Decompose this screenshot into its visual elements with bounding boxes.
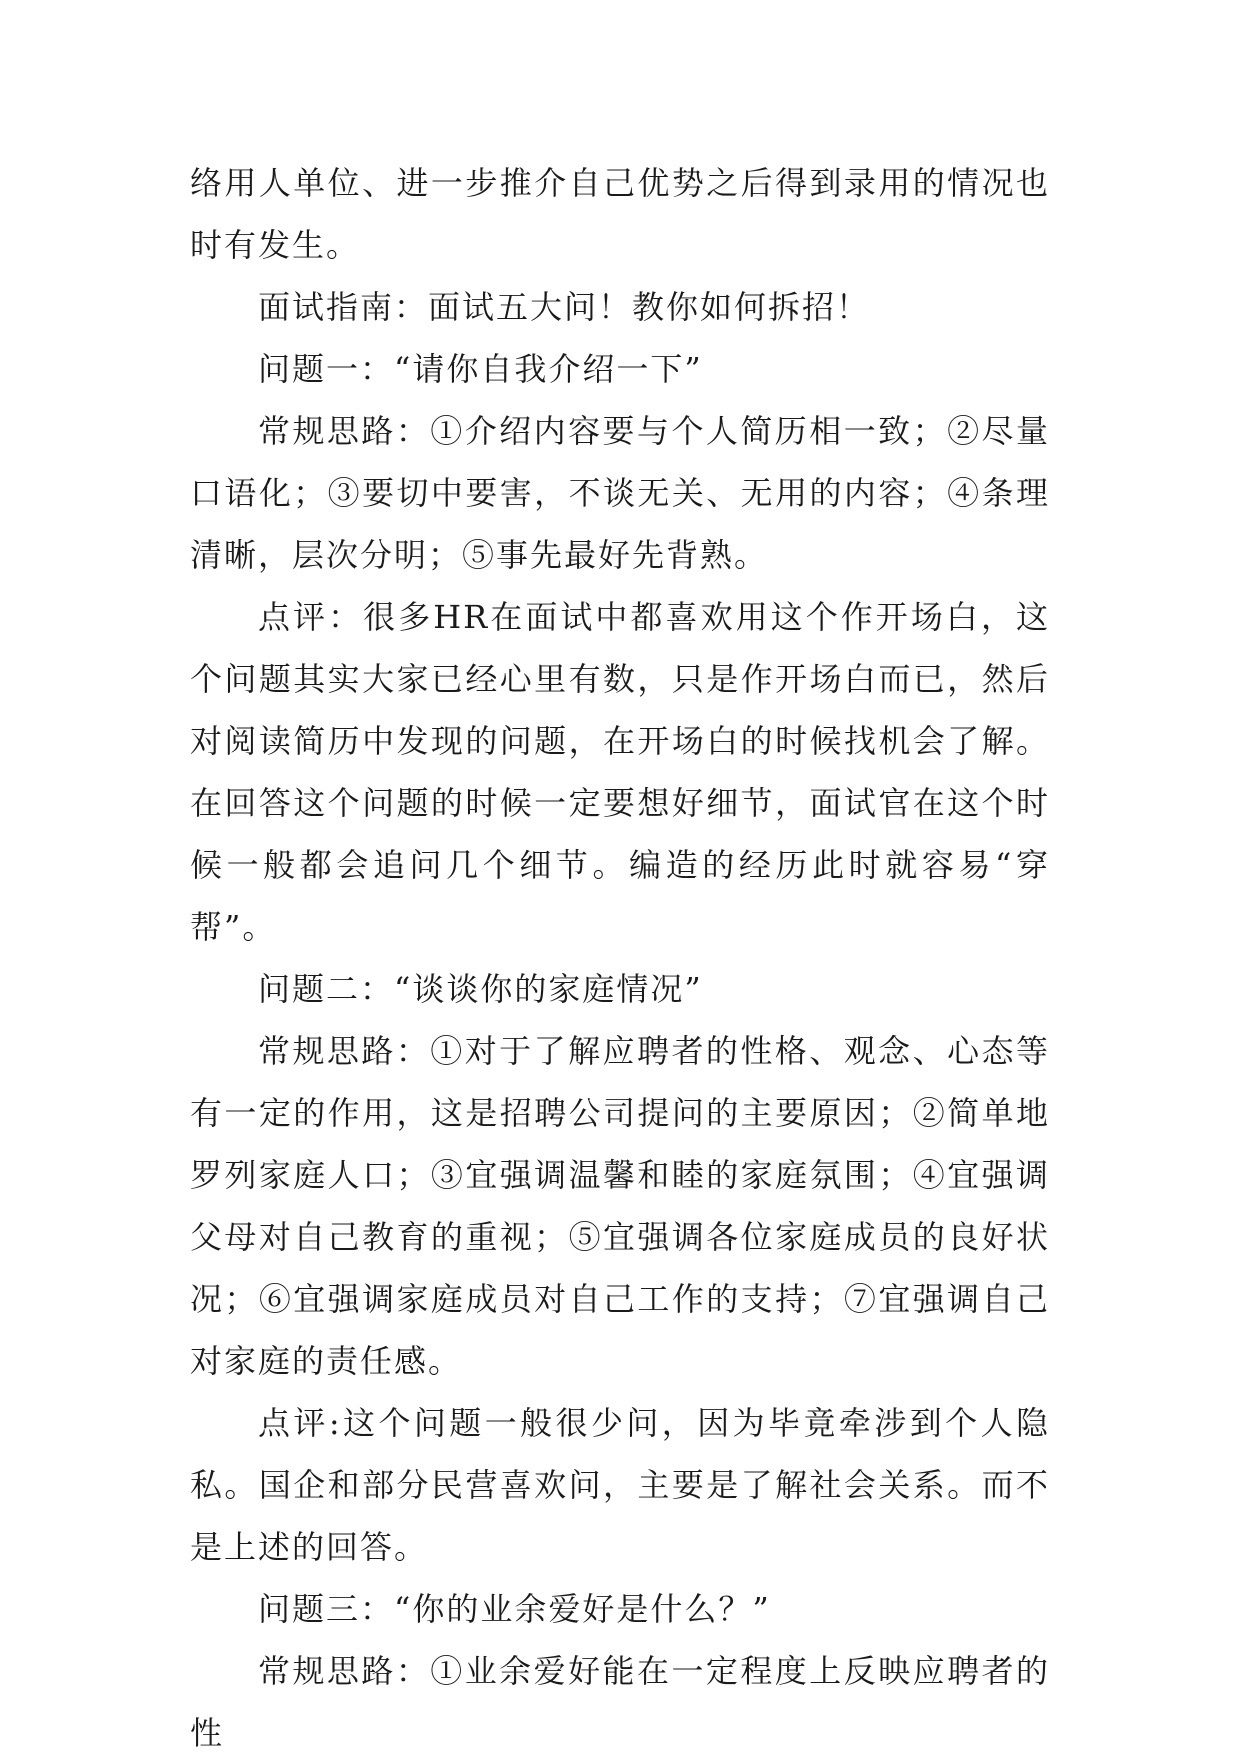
- paragraph-question-one: 问题一：“请你自我介绍一下”: [258, 350, 703, 388]
- paragraph-question-three: 问题三：“你的业余爱好是什么？”: [258, 1590, 771, 1628]
- paragraph-continuation: 络用人单位、进一步推介自己优势之后得到录用的情况也时有发生。: [190, 164, 1050, 264]
- paragraph-question-two-approach: 常规思路：①对于了解应聘者的性格、观念、心态等有一定的作用，这是招聘公司提问的主要原因；②简单地罗列家庭人口；③宜强调温馨和睦的家庭氛围；④宜强调父母对自己教育的重视；⑤宜强调各位家庭成员的良好状况；⑥宜强调家庭成员对自己工作的支持；⑦宜强调自己对家庭的责任感。: [190, 1032, 1050, 1380]
- document-body: [190, 152, 1050, 1764]
- paragraph-interview-guide-heading: 面试指南：面试五大问！教你如何拆招！: [258, 288, 871, 326]
- paragraph-question-three-approach: 常规思路：①业余爱好能在一定程度上反映应聘者的性: [190, 1652, 1050, 1752]
- paragraph-question-two-comment: 点评:这个问题一般很少问，因为毕竟牵涉到个人隐私。国企和部分民营喜欢问，主要是了解社会关系。而不是上述的回答。: [190, 1404, 1050, 1566]
- paragraph-question-one-comment: 点评：很多HR在面试中都喜欢用这个作开场白，这个问题其实大家已经心里有数，只是作开场白而已，然后对阅读简历中发现的问题，在开场白的时候找机会了解。在回答这个问题的时候一定要想好细节，面试官在这个时候一般都会追问几个细节。编造的经历此时就容易“穿帮”。: [190, 598, 1050, 946]
- paragraph-question-one-approach: 常规思路：①介绍内容要与个人简历相一致；②尽量口语化；③要切中要害，不谈无关、无用的内容；④条理清晰，层次分明；⑤事先最好先背熟。: [190, 412, 1050, 574]
- paragraph-question-two: 问题二：“谈谈你的家庭情况”: [258, 970, 703, 1008]
